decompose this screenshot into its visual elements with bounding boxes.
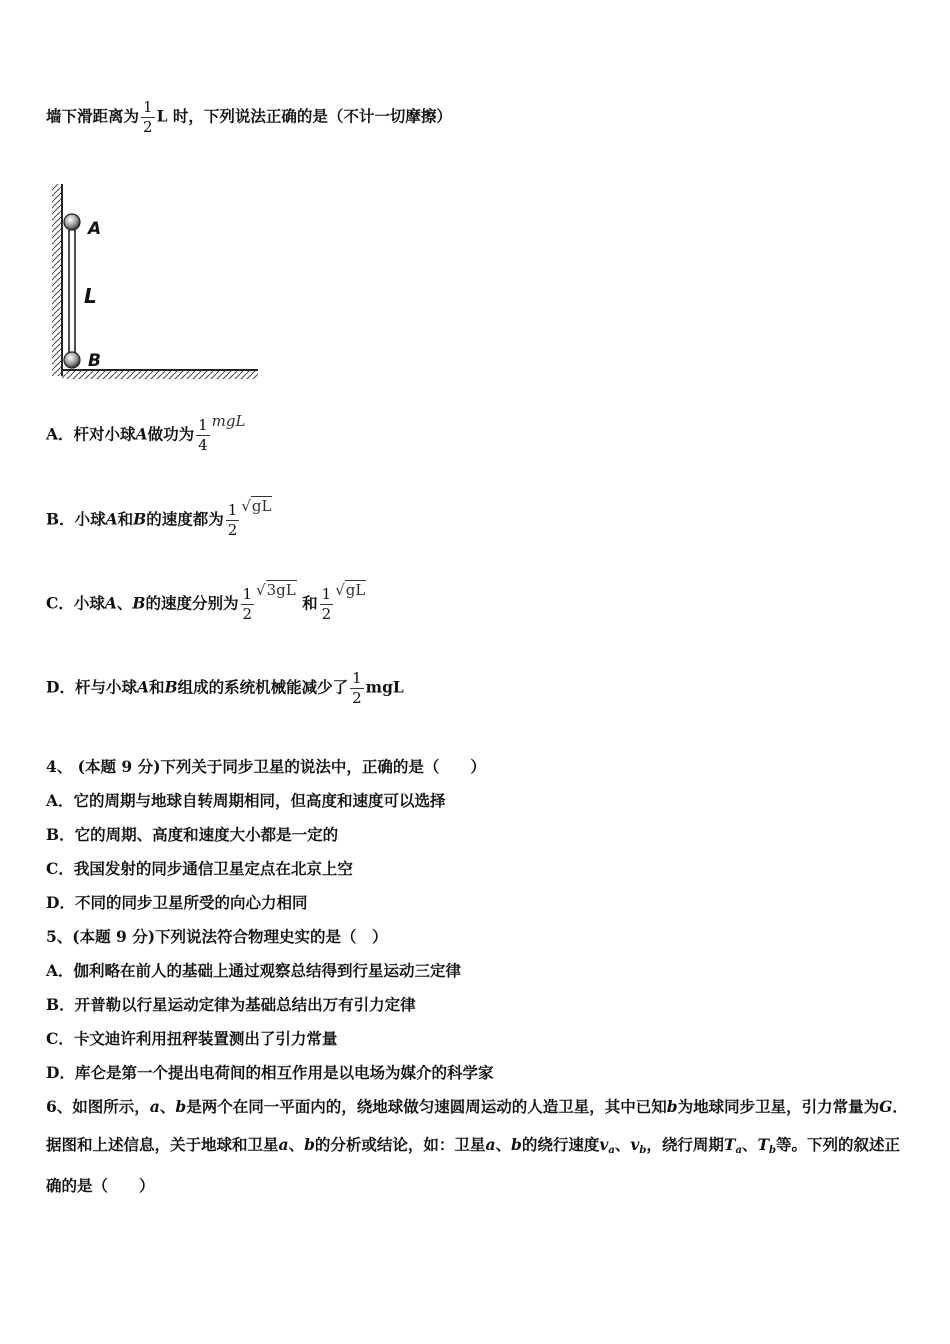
q3-option-b: B．小球A和B的速度都为 $\frac{1}{2}$ √gL (46, 496, 272, 539)
fraction: $\frac{1}{4}$ (198, 416, 208, 454)
fraction: $\frac{1}{2}$ (352, 669, 362, 707)
q3-option-d: D．杆与小球A和B组成的系统机械能减少了 $\frac{1}{2}$ mgL (46, 669, 404, 707)
wall-hatch (52, 184, 62, 376)
intro-prefix: 墙下滑距离为 (46, 106, 140, 126)
q3-option-c: C．小球A、B的速度分别为 $\frac{1}{2}$ √3gL 和 $\frac{1}{2}$ √gL (46, 580, 366, 623)
q4-option-d: D．不同的同步卫星所受的向心力相同 (46, 893, 308, 912)
fraction: $\frac{1}{2}$ (143, 98, 153, 136)
label-b: B (88, 351, 101, 371)
rod-wall-figure (48, 182, 263, 382)
sqrt-expr: √gL (241, 496, 272, 515)
intro-suffix: L 时，下列说法正确的是（不计一切摩擦） (156, 106, 452, 126)
q6-stem: 6、如图所示，a、b是两个在同一平面内的，绕地球做匀速圆周运动的人造卫星，其中已知b为地球同步卫星，引力常量为G．据图和上述信息，关于地球和卫星a、b的分析或结论，如：卫星a、b的绕行速度va、vb，绕行周期Ta、Tb等。下列的叙述正确的是（ ） (46, 1097, 908, 1195)
q5-option-d: D．库仑是第一个提出电荷间的相互作用是以电场为媒介的科学家 (46, 1063, 494, 1082)
q4-option-a: A．它的周期与地球自转周期相同，但高度和速度可以选择 (46, 791, 446, 810)
q5-option-a: A．伽利略在前人的基础上通过观察总结得到行星运动三定律 (46, 961, 462, 980)
q4-stem: 4、 (本题 9 分)下列关于同步卫星的说法中，正确的是（ ） (46, 757, 486, 776)
floor-hatch (62, 370, 258, 379)
ball-b (64, 352, 80, 368)
q5-option-b: B．开普勒以行星运动定律为基础总结出万有引力定律 (46, 995, 416, 1014)
fraction: $\frac{1}{2}$ (242, 585, 253, 623)
q5-stem: 5、(本题 9 分)下列说法符合物理史实的是（ ） (46, 927, 388, 946)
q5-option-c: C．卡文迪许利用扭秤装置测出了引力常量 (46, 1029, 338, 1048)
rod (69, 222, 75, 360)
label-a: A (88, 219, 102, 239)
fraction: $\frac{1}{2}$ (321, 585, 332, 623)
fraction: $\frac{1}{2}$ (227, 501, 238, 539)
q3-option-a: A．杆对小球A做功为 $\frac{1}{4}$ mgL (46, 411, 246, 454)
sqrt-expr: √gL (335, 580, 366, 599)
q4-option-c: C．我国发射的同步通信卫星定点在北京上空 (46, 859, 353, 878)
q4-option-b: B．它的周期、高度和速度大小都是一定的 (46, 825, 339, 844)
ball-a (64, 214, 80, 230)
sqrt-expr: √3gL (256, 580, 296, 599)
intro-line (46, 100, 452, 135)
label-l: L (84, 284, 97, 308)
